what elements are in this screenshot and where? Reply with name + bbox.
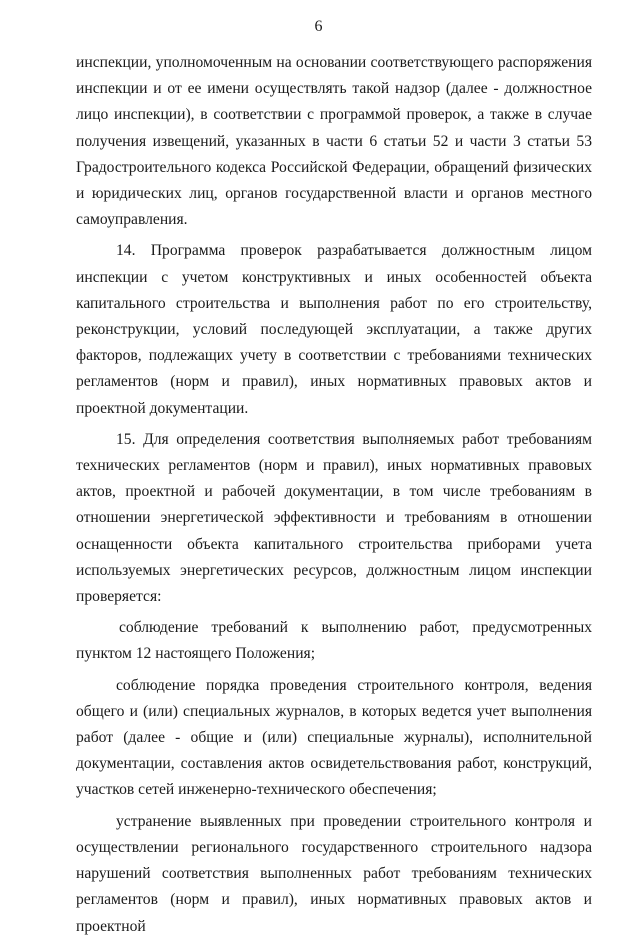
list-item-requirements: соблюдение требований к выполнению работ, предусмотренных пунктом 12 настоящего Положения; bbox=[76, 619, 592, 663]
paragraph-15: 15. Для определения соответствия выполняемых работ требованиям технических регламентов (норм и правил), иных нормативных правовых актов, проектной и рабочей документации, в том числе требованиям в отношении энергетической эффективности и требованиям в отношении оснащенности объекта капитального строительства приборами учета используемых энергетических ресурсов, должностным лицом инспекции проверяется: bbox=[76, 430, 592, 606]
paragraph-14: 14. Программа проверок разрабатывается должностным лицом инспекции с учетом конструктивных и иных особенностей объекта капитального строительства и выполнения работ по его строительству, реконструкции, условий последующей эксплуатации, а также других факторов, подлежащих учету в соответствии с требованиями технических регламентов (норм и правил), иных нормативных правовых актов и проектной документации. bbox=[76, 242, 592, 417]
document-body bbox=[76, 50, 592, 940]
list-item-control-procedure: соблюдение порядка проведения строительного контроля, ведения общего и (или) специальных журналов, в которых ведется учет выполнения работ (далее - общие и (или) специальные журналы), исполнительной документации, составления актов освидетельствования работ, конструкций, участков сетей инженерно-технического обеспечения; bbox=[76, 676, 592, 799]
list-item-violations: устранение выявленных при проведении строительного контроля и осуществлении регионального государственного строительного надзора нарушений соответствия выполненных работ требованиям технических регламентов (норм и правил), иных нормативных правовых актов и проектной bbox=[76, 812, 592, 935]
page-number: 6 bbox=[314, 18, 323, 35]
paragraph-continuation: инспекции, уполномоченным на основании соответствующего распоряжения инспекции и от ее имени осуществлять такой надзор (далее - должностное лицо инспекции), в соответствии с программой проверок, а также в случае получения извещений, указанных в части 6 статьи 52 и части 3 статьи 53 Градостроительного кодекса Российской Федерации, обращений физических и юридических лиц, органов государственной власти и органов местного самоуправления. bbox=[76, 54, 592, 229]
